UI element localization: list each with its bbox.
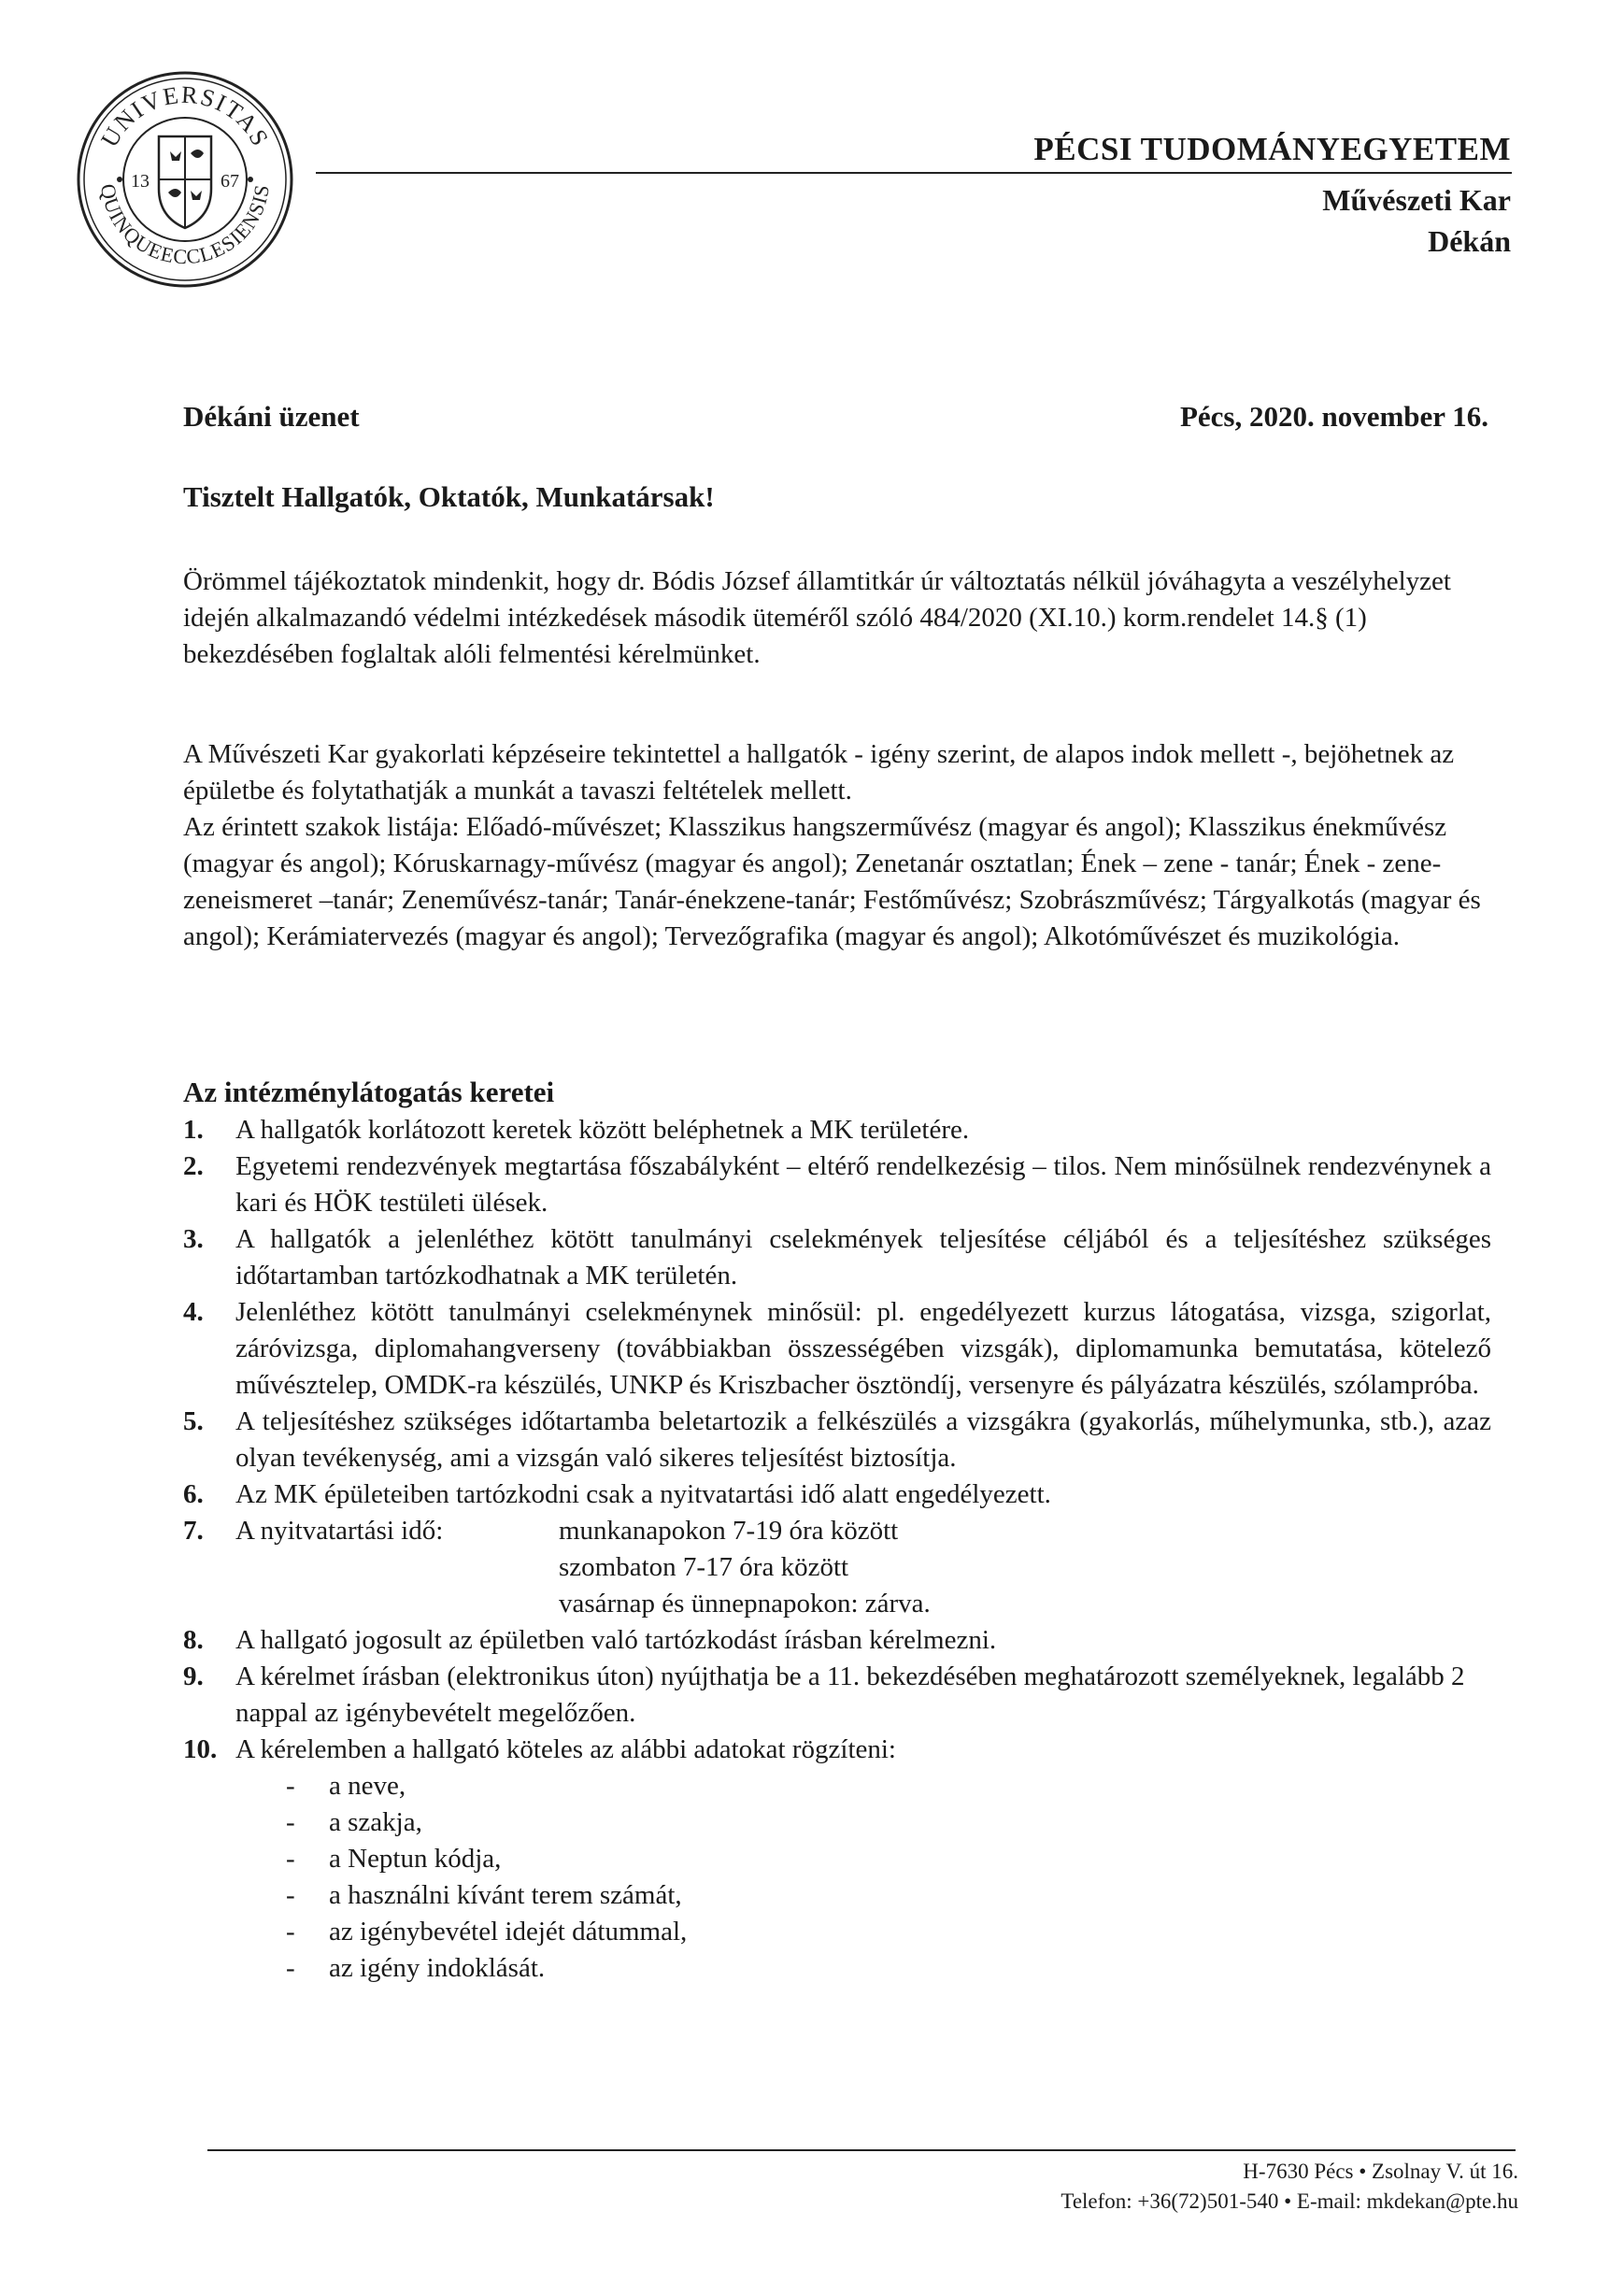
rule-text: A hallgatók korlátozott keretek között beléphetnek a MK területére. bbox=[235, 1115, 970, 1145]
list-item bbox=[183, 1221, 1491, 1294]
office-name: Dékán bbox=[1428, 224, 1511, 258]
paragraph-exemption bbox=[183, 563, 1491, 673]
rule-number: 2. bbox=[183, 1151, 204, 1181]
rule-number: 9. bbox=[183, 1661, 204, 1691]
rule-text-intro: A kérelemben a hallgató köteles az alábbi adatokat rögzíteni: bbox=[235, 1734, 896, 1764]
greeting: Tisztelt Hallgatók, Oktatók, Munkatársak! bbox=[183, 480, 715, 513]
rule-text bbox=[235, 1732, 1491, 1768]
rule-text: Az MK épületeiben tartózkodni csak a nyitvatartási idő alatt engedélyezett. bbox=[235, 1479, 1051, 1509]
rule-text: A teljesítéshez szükséges időtartamba beletartozik a felkészülés a vizsgákra (gyakorlás, műhelymunka, stb.), azaz olyan tevékenység, ami a vizsgán való sikeres teljesítést biztosítja. bbox=[235, 1406, 1491, 1473]
list-item bbox=[183, 1476, 1491, 1513]
required-field-name: a neve, bbox=[329, 1771, 406, 1801]
section-title: Az intézménylátogatás keretei bbox=[183, 1076, 555, 1108]
list-item: - az igénybevétel idejét dátummal, bbox=[286, 1914, 1491, 1950]
rule-number: 10. bbox=[183, 1734, 218, 1764]
rule-number: 1. bbox=[183, 1115, 204, 1145]
hours-sunday: vasárnap és ünnepnapokon: zárva. bbox=[559, 1589, 931, 1619]
list-item bbox=[183, 1112, 1491, 1148]
message-date: Pécs, 2020. november 16. bbox=[1179, 400, 1488, 433]
rule-number: 8. bbox=[183, 1625, 204, 1655]
message-title: Dékáni üzenet bbox=[183, 400, 360, 433]
footer-address: H-7630 Pécs • Zsolnay V. út 16. bbox=[1243, 2160, 1518, 2183]
rule-number: 6. bbox=[183, 1479, 204, 1509]
rule-text: Jelenléthez kötött tanulmányi cselekménynek minősül: pl. engedélyezett kurzus látogatása, vizsga, szigorlat, záróvizsga, diplomahangverseny (továbbiakban összességében vizsgák), diplomamunka bemutatása, kötelező művésztelep, OMDK-ra készülés, UNKP és Kriszbacher ösztöndíj, versenyre és pályázatra készülés, szólampróba. bbox=[235, 1297, 1491, 1400]
required-field-neptun: a Neptun kódja, bbox=[329, 1844, 502, 1874]
opening-hours-label: A nyitvatartási idő: bbox=[235, 1516, 444, 1546]
university-seal-logo bbox=[73, 67, 297, 292]
paragraph-text: Örömmel tájékoztatok mindenkit, hogy dr. Bódis József államtitkár úr változtatás nélkül jóváhagyta a veszélyhelyzet idején alkalmazandó védelmi intézkedések második üteméről szóló 484/2020 (XI.10.) korm.rendelet 14.§ (1) bekezdésében foglaltak alóli felmentési kérelmünket. bbox=[183, 566, 1451, 669]
rule-text: A hallgatók a jelenléthez kötött tanulmányi cselekmények teljesítése céljából és a teljesítéshez szükséges időtartamban tartózkodhatnak a MK területén. bbox=[235, 1224, 1491, 1291]
list-item: - a szakja, bbox=[286, 1804, 1491, 1841]
header-divider bbox=[316, 172, 1512, 174]
hours-weekday: munkanapokon 7-19 óra között bbox=[559, 1516, 899, 1546]
list-item: - az igény indoklását. bbox=[286, 1950, 1491, 1987]
paragraph-programs bbox=[183, 736, 1491, 955]
rule-number: 3. bbox=[183, 1224, 204, 1254]
rule-text: A kérelmet írásban (elektronikus úton) nyújthatja be a 11. bekezdésében meghatározott személyeknek, legalább 2 nappal az igénybevételt megelőzően. bbox=[235, 1661, 1465, 1728]
opening-hours-values bbox=[559, 1513, 1491, 1622]
svg-text:UNIVERSITAS: UNIVERSITAS bbox=[95, 80, 275, 152]
footer-divider bbox=[207, 2149, 1516, 2151]
rule-text: A hallgató jogosult az épületben való tartózkodást írásban kérelmezni. bbox=[235, 1625, 997, 1655]
rule-number: 7. bbox=[183, 1516, 204, 1546]
hours-saturday: szombaton 7-17 óra között bbox=[559, 1552, 849, 1582]
list-item bbox=[183, 1404, 1491, 1476]
paragraph-text: A Művészeti Kar gyakorlati képzéseire tekintettel a hallgatók - igény szerint, de alapos indok mellett -, bejöhetnek az épületbe és folytathatják a munkát a tavaszi feltételek mellett. bbox=[183, 739, 1455, 806]
seal-year-left: 13 bbox=[131, 171, 149, 192]
list-item bbox=[183, 1732, 1491, 1768]
rule-text: Egyetemi rendezvények megtartása főszabályként – eltérő rendelkezésig – tilos. Nem minősülnek rendezvénynek a kari és HÖK testületi ülések. bbox=[235, 1151, 1491, 1218]
list-item bbox=[183, 1294, 1491, 1404]
list-item bbox=[183, 1513, 1491, 1622]
footer bbox=[1061, 2157, 1518, 2217]
list-item bbox=[183, 1148, 1491, 1221]
footer-contact: Telefon: +36(72)501-540 • E-mail: mkdekan@pte.hu bbox=[1061, 2189, 1518, 2213]
program-list-text: Az érintett szakok listája: Előadó-művészet; Klasszikus hangszerművész (magyar és angol); Klasszikus énekművész (magyar és angol); Kóruskarnagy-művész (magyar és angol); Zenetanár osztatlan; Ének – zene - tanár; Ének - zene-zeneismeret –tanár; Zeneművész-tanár; Tanár-énekzene-tanár; Festőművész; Szobrászművész; Tárgyalkotás (magyar és angol); Kerámiatervezés (magyar és angol); Tervezőgrafika (magyar és angol); Alkotóművészet és muzikológia. bbox=[183, 812, 1481, 951]
required-field-room: a használni kívánt terem számát, bbox=[329, 1880, 682, 1910]
list-item bbox=[183, 1659, 1491, 1732]
rules-list bbox=[183, 1112, 1491, 1987]
required-field-program: a szakja, bbox=[329, 1807, 422, 1837]
seal-year-right: 67 bbox=[221, 171, 239, 192]
faculty-name: Művészeti Kar bbox=[1322, 183, 1511, 217]
required-field-reason: az igény indoklását. bbox=[329, 1953, 546, 1983]
required-data-list bbox=[286, 1768, 1491, 1987]
university-name: PÉCSI TUDOMÁNYEGYETEM bbox=[1033, 131, 1511, 167]
list-item: - a használni kívánt terem számát, bbox=[286, 1877, 1491, 1914]
rule-number: 4. bbox=[183, 1297, 204, 1327]
list-item: - a neve, bbox=[286, 1768, 1491, 1804]
list-item: - a Neptun kódja, bbox=[286, 1841, 1491, 1877]
list-item bbox=[183, 1622, 1491, 1659]
required-field-date: az igénybevétel idejét dátummal, bbox=[329, 1917, 688, 1947]
svg-text:QUINQUEECCLESIENSIS: QUINQUEECCLESIENSIS bbox=[95, 182, 274, 269]
opening-hours bbox=[235, 1513, 1491, 1622]
rule-text bbox=[235, 1513, 1491, 1622]
rule-number: 5. bbox=[183, 1406, 204, 1436]
